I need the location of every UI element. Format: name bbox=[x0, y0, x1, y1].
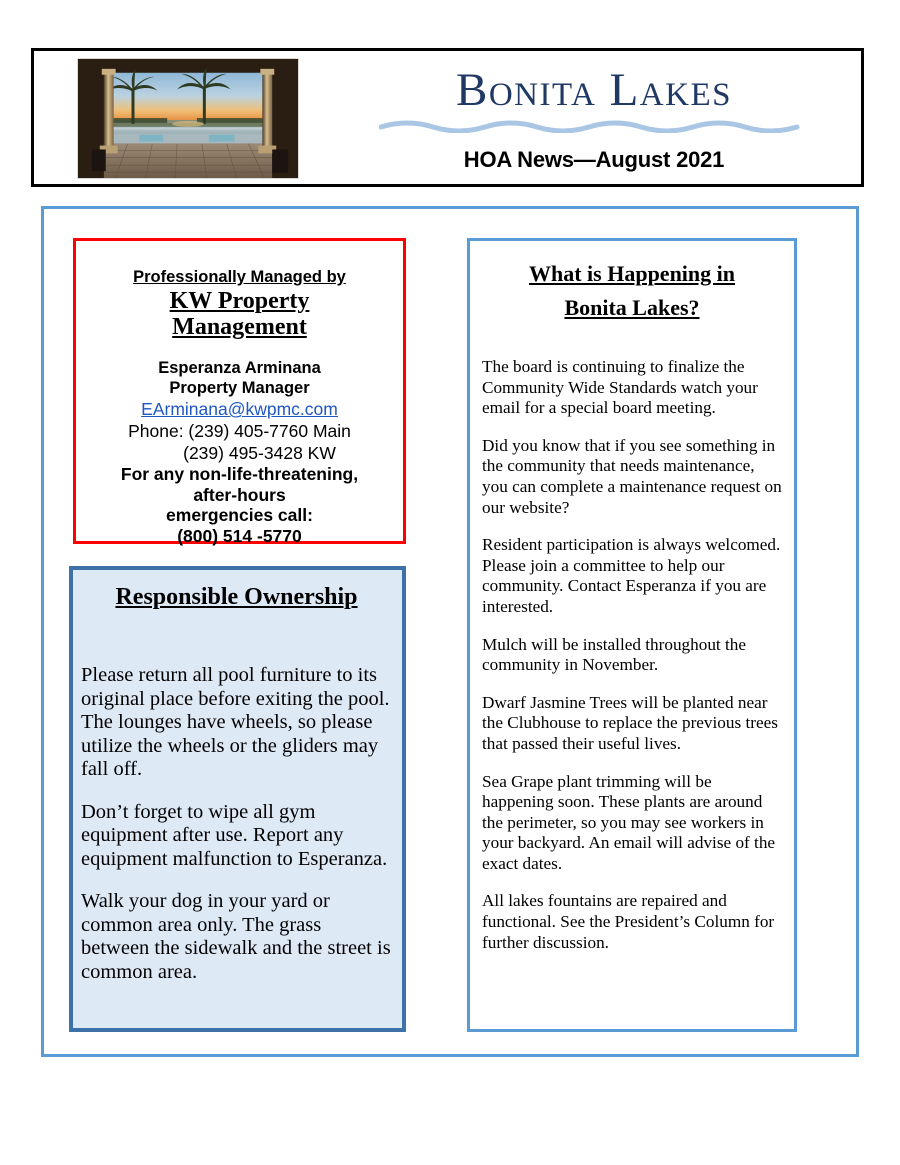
paragraph: Mulch will be installed throughout the community in November. bbox=[482, 634, 746, 675]
spacer bbox=[76, 340, 403, 358]
after-hours-line-2: after-hours bbox=[193, 484, 286, 505]
responsible-ownership-box bbox=[69, 566, 406, 1032]
paragraph: Don’t forget to wipe all gym equipment after use. Report any equipment malfunction to Esperanza. bbox=[81, 800, 388, 870]
company-name-line1: KW Property bbox=[169, 288, 310, 314]
managed-by-label: Professionally Managed by bbox=[133, 268, 346, 286]
photo-illustration bbox=[78, 59, 298, 178]
after-hours-line-1: For any non-life-threatening, bbox=[120, 464, 359, 484]
paragraph: Resident participation is always welcomed. Please join a committee to help our community. Contact Esperanza if you are interested. bbox=[482, 535, 781, 616]
paragraph: Did you know that if you see something in the community that needs maintenance, you can complete a maintenance request on our website? bbox=[482, 435, 782, 517]
after-hours-phone-number: (800) 514 -5770 bbox=[177, 525, 302, 546]
wave-icon bbox=[379, 117, 809, 133]
paragraph: Walk your dog in your yard or common area only. The grass between the sidewalk and the street is common area. bbox=[81, 890, 391, 983]
clubhouse-archway-sunset-pool-photo bbox=[77, 58, 299, 179]
paragraph: Dwarf Jasmine Trees will be planted near the Clubhouse to replace the previous trees that passed their useful lives. bbox=[482, 692, 778, 753]
masthead-header bbox=[31, 48, 864, 187]
responsible-ownership-heading: Responsible Ownership bbox=[115, 584, 358, 610]
management-company-name bbox=[76, 288, 403, 340]
manager-name: Esperanza Arminana bbox=[158, 359, 321, 377]
paragraph: All lakes fountains are repaired and functional. See the President’s Column for further discussion. bbox=[482, 891, 775, 952]
what-is-happening-body bbox=[482, 357, 782, 953]
paragraph: Please return all pool furniture to its original place before exiting the pool. The lounges have wheels, so please utilize the wheels or the gliders may fall off. bbox=[81, 664, 390, 780]
manager-title: Property Manager bbox=[169, 379, 310, 397]
phone-main: Phone: (239) 405-7760 Main bbox=[128, 421, 351, 441]
newsletter-issue-title: HOA News—August 2021 bbox=[463, 147, 725, 172]
heading-line1: What is Happening in bbox=[528, 261, 735, 286]
management-contact-box bbox=[73, 238, 406, 544]
manager-email-link[interactable]: EArminana@kwpmc.com bbox=[141, 399, 338, 419]
what-is-happening-box bbox=[467, 238, 797, 1032]
paragraph: The board is continuing to finalize the Community Wide Standards watch your email for a special board meeting. bbox=[482, 357, 758, 418]
phone-kw: (239) 495-3428 KW bbox=[183, 443, 336, 463]
logo-wordmark: Bonita Lakes bbox=[456, 64, 732, 116]
responsible-ownership-body bbox=[81, 664, 392, 984]
company-name-line2: Management bbox=[172, 314, 307, 340]
what-is-happening-heading bbox=[482, 257, 782, 325]
paragraph: Sea Grape plant trimming will be happening soon. These plants are around the perimeter, so you may see workers in your backyard. An email will advise of the exact dates. bbox=[482, 771, 776, 873]
heading-line2: Bonita Lakes? bbox=[564, 295, 700, 320]
bonita-lakes-logo bbox=[334, 59, 854, 139]
after-hours-line-3: emergencies call: bbox=[166, 505, 313, 525]
